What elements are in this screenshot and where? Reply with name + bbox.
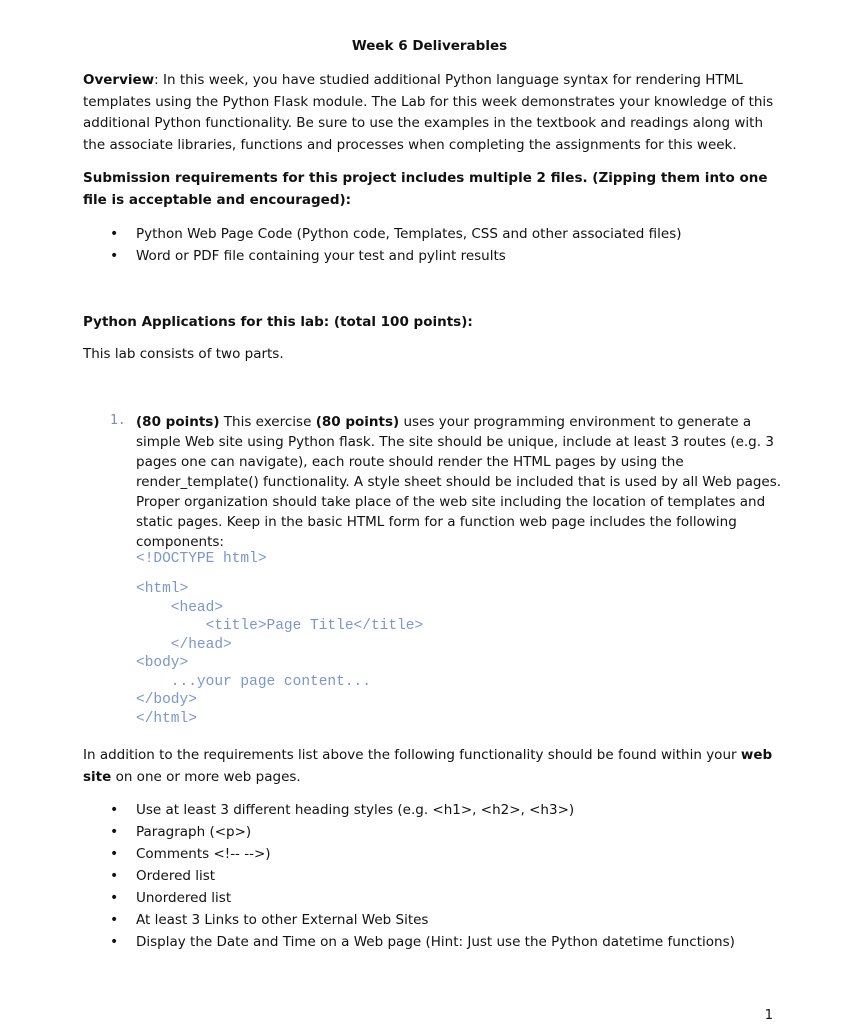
applications-heading: Python Applications for this lab: (total 100 points): (83, 314, 473, 330)
exercise-points-inline: (80 points) (315, 414, 400, 430)
list-item: • Ordered list (110, 865, 790, 887)
exercise-text-a: This exercise (219, 414, 316, 430)
list-item: • Python Web Page Code (Python code, Templates, CSS and other associated files) (110, 223, 790, 245)
list-item: • Comments <!-- -->) (110, 843, 790, 865)
lab-parts-text: This lab consists of two parts. (83, 346, 284, 362)
code-doctype: <!DOCTYPE html> (136, 551, 267, 567)
list-item: • Use at least 3 different heading styles (e.g. <h1>, <h2>, <h3>) (110, 799, 790, 821)
overview-label: Overview (83, 72, 155, 88)
functionality-list (110, 799, 790, 953)
exercise-number: 1. (110, 413, 126, 428)
submission-list (110, 223, 790, 267)
additional-bold: web site (83, 747, 773, 785)
additional-text-a: In addition to the requirements list above the following functionality should be found within your (83, 747, 741, 763)
list-item: • Display the Date and Time on a Web page (Hint: Just use the Python datetime functions) (110, 931, 790, 953)
page-number: 1 (764, 1008, 773, 1023)
page-title: Week 6 Deliverables (351, 38, 508, 54)
overview-text: : In this week, you have studied additional Python language syntax for rendering HTML templates using the Python Flask module. The Lab for this week demonstrates your knowledge of this additional Python functionality. Be sure to use the examples in the textbook and readings along with the associate libraries, functions and processes when completing the assignments for this week. (83, 72, 774, 153)
list-item: • Word or PDF file containing your test and pylint results (110, 245, 790, 267)
code-block: <html> <head> <title>Page Title</title> </head> <body> ...your page content... </body> </html> (136, 581, 424, 727)
list-item: • Unordered list (110, 887, 790, 909)
list-item: • At least 3 Links to other External Web Sites (110, 909, 790, 931)
exercise-points-lead: (80 points) (136, 414, 220, 430)
list-item: • Paragraph (<p>) (110, 821, 790, 843)
exercise-text-b: uses your programming environment to generate a simple Web site using Python flask. The site should be unique, include at least 3 routes (e.g. 3 pages one can navigate), each route should render the HTML pages by using the render_template() functionality. A style sheet should be included that is used by all Web pages. Proper organization should take place of the web site including the location of templates and static pages. Keep in the basic HTML form for a function web page includes the following components: (136, 414, 782, 550)
overview-paragraph (83, 70, 783, 156)
exercise-1-text (136, 412, 786, 552)
additional-requirements (83, 745, 783, 788)
additional-text-b: on one or more web pages. (111, 768, 301, 785)
submission-requirements: Submission requirements for this project includes multiple 2 files. (Zipping them into one file is acceptable and encouraged): (83, 170, 768, 208)
